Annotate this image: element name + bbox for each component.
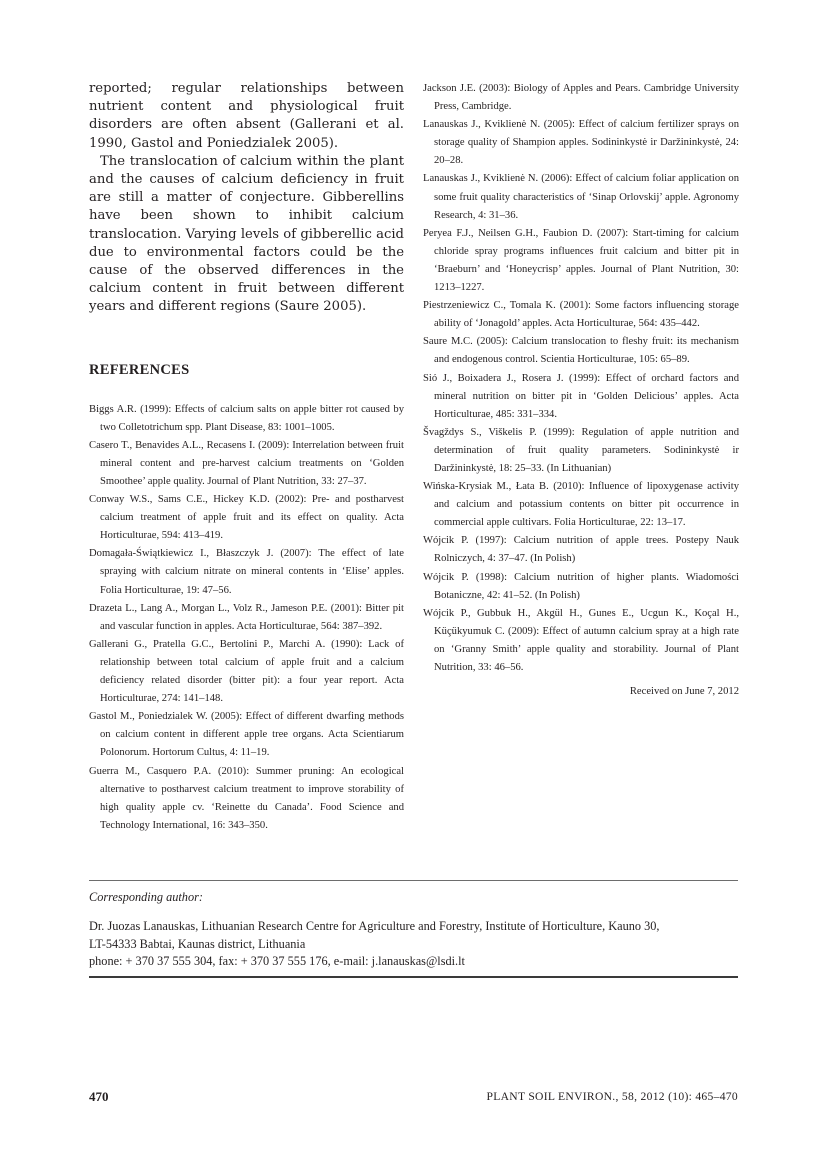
corresponding-author-details [89, 918, 739, 971]
reference-item: Sió J., Boixadera J., Rosera J. (1999): Effect of orchard factors and mineral nutrition on bitter pit in ‘Golden Delicious’ apples. Acta Horticulturae, 485: 331–334. [423, 372, 739, 420]
author-contact: phone: + 370 37 555 304, fax: + 370 37 555 176, e-mail: j.lanauskas@lsdi.lt [89, 954, 465, 968]
reference-item: Lanauskas J., Kviklienė N. (2006): Effect of calcium foliar application on some fruit quality characteristics of ‘Sinap Orlovskij’ apple. Agronomy Research, 4: 31–36. [423, 173, 739, 221]
reference-item: Gastol M., Poniedzialek W. (2005): Effect of different dwarfing methods on calcium content in different apple tree organs. Acta Scientiarum Polonorum. Hortorum Cultus, 4: 11–19. [89, 711, 404, 759]
reference-item: Wińska-Krysiak M., Łata B. (2010): Influence of lipoxygenase activity and calcium and potassium contents on bitter pit occurrence in commercial apple cultivars. Folia Horticulturae, 22: 13–17. [423, 481, 739, 529]
reference-item: Peryea F.J., Neilsen G.H., Faubion D. (2007): Start-timing for calcium chloride spray programs influences fruit calcium and bitter pit in ‘Braeburn’ and ‘Honeycrisp’ apples. Journal of Plant Nutrition, 30: 1213–1227. [423, 227, 739, 294]
body-paragraph: reported; regular relationships between nutrient content and physiological fruit disorders are often absent (Gallerani et al. 1990, Gastol and Poniedzialek 2005). [89, 81, 404, 151]
reference-item: Gallerani G., Pratella G.C., Bertolini P., Marchi A. (1990): Lack of relationship between total calcium of apple fruit and a calcium deficiency related disorder (bitter pit): a four year report. Acta Horticulturae, 274: 141–148. [89, 638, 404, 705]
reference-item: Jackson J.E. (2003): Biology of Apples and Pears. Cambridge University Press, Cambridge. [423, 83, 739, 113]
references-heading: REFERENCES [89, 361, 190, 378]
divider-rule [89, 880, 738, 881]
reference-item: Domagała-Świątkiewicz I., Błaszczyk J. (2007): The effect of late spraying with calcium nitrate on mineral contents in ‘Elise’ apples. Folia Horticulturae, 19: 47–56. [89, 548, 404, 596]
reference-item: Guerra M., Casquero P.A. (2010): Summer pruning: An ecological alternative to postharvest calcium treatment to improve storability of high quality apple cv. ‘Reinette du Canada’. Food Science and Technology International, 16: 343–350. [89, 765, 404, 831]
left-column [89, 80, 404, 835]
reference-item: Conway W.S., Sams C.E., Hickey K.D. (2002): Pre- and postharvest calcium treatment of apple fruit and its effect on quality. Acta Horticulturae, 594: 413–419. [89, 494, 404, 542]
reference-item: Lanauskas J., Kviklienė N. (2005): Effect of calcium fertilizer sprays on storage quality of Shampion apples. Sodininkystė ir Daržininkystė, 24: 20–28. [423, 119, 739, 167]
author-address: LT-54333 Babtai, Kaunas district, Lithuania [89, 936, 306, 951]
reference-item: Biggs A.R. (1999): Effects of calcium salts on apple bitter rot caused by two Colletotrichum spp. Plant Disease, 83: 1001–1005. [89, 403, 404, 433]
reference-item: Saure M.C. (2005): Calcium translocation to fleshy fruit: its mechanism and endogenous control. Scientia Horticulturae, 105: 65–89. [423, 336, 739, 366]
divider-rule [89, 976, 738, 978]
author-affiliation: Dr. Juozas Lanauskas, Lithuanian Research Centre for Agriculture and Forestry, Institute of Horticulture, Kauno 30, [89, 919, 660, 933]
reference-item: Wójcik P., Gubbuk H., Akgül H., Gunes E., Ucgun K., Koçal H., Küçükyumuk C. (2009): Effect of autumn calcium spray at a high rate on ‘Granny Smith’ apple quality and storability. Journal of Plant Nutrition, 33: 46–56. [423, 607, 739, 673]
body-paragraph: The translocation of calcium within the plant and the causes of calcium deficiency in fruit are still a matter of conjecture. Gibberellins have been shown to inhibit calcium translocation. Varying levels of gibberellic acid due to environmental factors could be the cause of the observed differences in the calcium content in fruit between different years and different regions (Saure 2005). [89, 153, 404, 315]
reference-list-left [89, 401, 404, 835]
reference-item: Švagždys S., Viškelis P. (1999): Regulation of apple nutrition and determination of fruit quality parameters. Sodininkystė ir Daržininkystė, 18: 25–33. (In Lithuanian) [423, 426, 739, 474]
right-column [423, 80, 739, 697]
page-number: 470 [89, 1089, 109, 1104]
reference-item: Piestrzeniewicz C., Tomala K. (2001): Some factors influencing storage ability of ‘Jonagold’ apples. Acta Horticulturae, 564: 435–442. [423, 300, 739, 330]
reference-item: Wójcik P. (1998): Calcium nutrition of higher plants. Wiadomości Botaniczne, 42: 41–52. (In Polish) [423, 571, 739, 601]
reference-item: Wójcik P. (1997): Calcium nutrition of apple trees. Postepy Nauk Rolniczych, 4: 37–47. (In Polish) [423, 535, 739, 565]
corresponding-author-label: Corresponding author: [89, 890, 203, 904]
reference-item: Drazeta L., Lang A., Morgan L., Volz R., Jameson P.E. (2001): Bitter pit and vascular function in apples. Acta Horticulturae, 564: 387–392. [89, 602, 404, 632]
journal-citation: PLANT SOIL ENVIRON., 58, 2012 (10): 465–470 [486, 1090, 738, 1103]
received-date: Received on June 7, 2012 [629, 686, 739, 698]
reference-list-right [423, 80, 739, 677]
reference-item: Casero T., Benavides A.L., Recasens I. (2009): Interrelation between fruit mineral content and pre-harvest calcium treatments on ‘Golden Smoothee’ apple quality. Journal of Plant Nutrition, 33: 27–37. [89, 439, 404, 488]
